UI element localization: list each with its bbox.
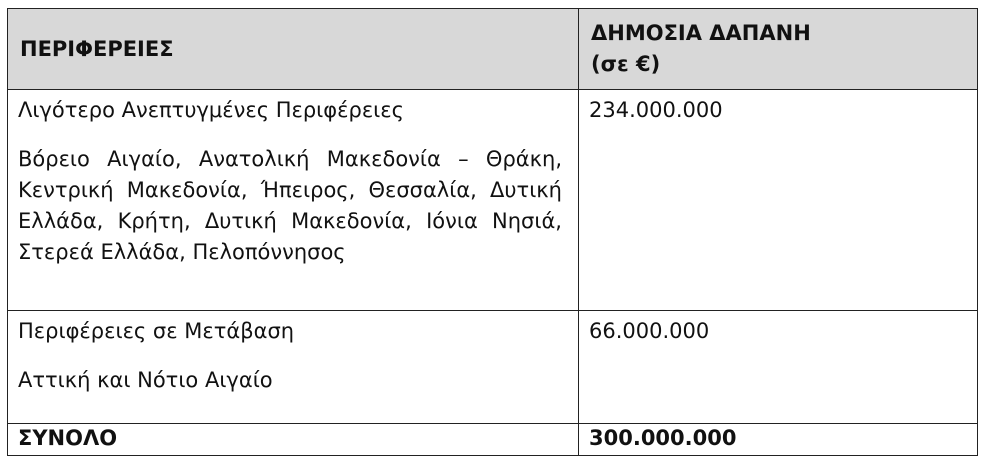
- total-amount: 300.000.000: [579, 424, 978, 456]
- region-cell: [8, 311, 579, 424]
- table-header-row: [8, 9, 978, 90]
- region-cell: [8, 90, 579, 311]
- table-row: [8, 311, 978, 424]
- table-row: [8, 90, 978, 311]
- region-list: Αττική και Νότιο Αιγαίο: [18, 368, 273, 392]
- header-regions: ΠΕΡΙΦΕΡΕΙΕΣ: [8, 9, 579, 90]
- region-category: Λιγότερο Ανεπτυγμένες Περιφέρειες: [18, 98, 404, 122]
- amount-value: 66.000.000: [589, 319, 710, 343]
- amount-cell: [579, 90, 978, 311]
- amount-value: 234.000.000: [589, 98, 723, 122]
- header-amount-title: ΔΗΜΟΣΙΑ ΔΑΠΑΝΗ: [591, 21, 811, 45]
- region-category: Περιφέρειες σε Μετάβαση: [18, 319, 295, 343]
- amount-cell: [579, 311, 978, 424]
- header-amount-unit: (σε €): [591, 52, 661, 76]
- header-public-expenditure: [579, 9, 978, 90]
- total-row: [8, 424, 978, 456]
- total-label: ΣΥΝΟΛΟ: [8, 424, 579, 456]
- public-expenditure-table: [7, 8, 978, 456]
- region-list: Βόρειο Αιγαίο, Ανατολική Μακεδονία – Θράκη, Κεντρική Μακεδονία, Ήπειρος, Θεσσαλία, Δυτική Ελλάδα, Κρήτη, Δυτική Μακεδονία, Ιόνια Νησιά, Στερεά Ελλάδα, Πελοπόννησος: [18, 147, 562, 264]
